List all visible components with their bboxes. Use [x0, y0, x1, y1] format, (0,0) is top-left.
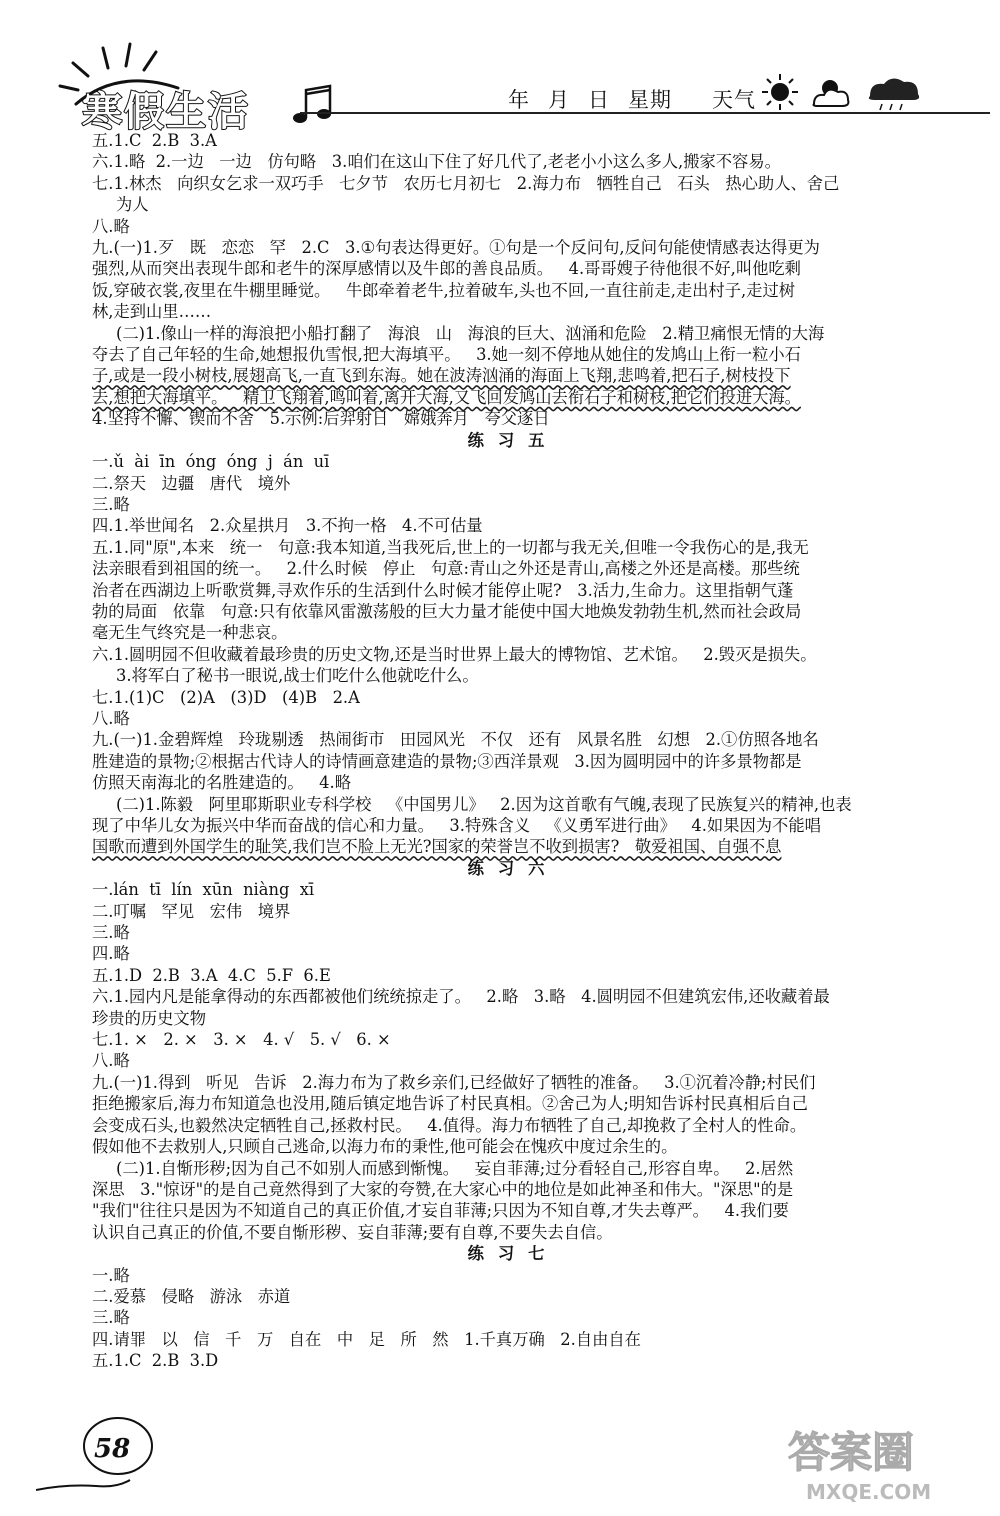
answer-line: 子,或是一段小树枝,展翅高飞,一直飞到东海。她在波涛汹涌的海面上飞翔,悲鸣着,把石子,树枝投下	[92, 366, 791, 386]
answer-line: 七.1. × 2. × 3. × 4. √ 5. √ 6. ×	[92, 1030, 391, 1050]
answer-line: 国歌而遭到外国学生的耻笑,我们岂不脸上无光?国家的荣誉岂不收到损害? 敬爱祖国、自强不息	[92, 837, 782, 857]
answer-line: 四.略	[92, 944, 130, 964]
date-year-label: 年	[508, 88, 530, 112]
answer-line: 法亲眼看到祖国的统一。 2.什么时候 停止 句意:青山之外还是青山,高楼之外还是高楼。那些统	[92, 559, 800, 579]
answer-line: 六.1.圆明园不但收藏着最珍贵的历史文物,还是当时世界上最大的博物馆、艺术馆。 2.毁灭是损失。	[92, 644, 817, 664]
answer-line: 勃的局面 依靠 句意:只有依靠风雷激荡般的巨大力量才能使中国大地焕发勃勃生机,然而社会政局	[92, 601, 802, 621]
answer-line: 七.1.林杰 向织女乞求一双巧手 七夕节 农历七月初七 2.海力布 牺牲自己 石头 热心助人、舍己	[92, 173, 840, 193]
section-heading: 练习六	[467, 858, 559, 878]
answer-line: 三.略	[92, 1308, 130, 1328]
answer-line: 治者在西湖边上听歌赏舞,寻欢作乐的生活到什么时候才能停止呢? 3.活力,生命力。这里指朝气蓬	[92, 580, 794, 600]
answer-line: 强烈,从而突出表现牛郎和老牛的深厚感情以及牛郎的善良品质。 4.哥哥嫂子待他很不好,叫他吃剩	[92, 259, 801, 279]
answer-line: (二)1.陈毅 阿里耶斯职业专科学校 《中国男儿》 2.因为这首歌有气魄,表现了民族复兴的精神,也表	[116, 794, 852, 814]
answer-line: 二.叮嘱 罕见 宏伟 境界	[92, 901, 291, 921]
header-rule	[300, 112, 990, 114]
answer-line: 胜建造的景物;②根据古代诗人的诗情画意建造的景物;③西洋景观 3.因为圆明园中的许多景物都是	[92, 751, 802, 771]
answer-line: (二)1.自惭形秽;因为自己不如别人而感到惭愧。 妄自菲薄;过分看轻自己,形容自卑。 2.居然	[116, 1158, 794, 1178]
watermark-top: 答案圈	[788, 1428, 915, 1477]
answer-line: 四.1.举世闻名 2.众星拱月 3.不拘一格 4.不可估量	[92, 516, 483, 536]
answer-line: 现了中华儿女为振兴中华而奋战的信心和力量。 3.特殊含义 《义勇军进行曲》 4.如果因为不能唱	[92, 816, 821, 835]
watermark-logo	[780, 1415, 985, 1505]
answer-line: 拒绝搬家后,海力布知道急也没用,随后镇定地告诉了村民真相。②舍己为人;明知告诉村民真相后自己	[92, 1094, 808, 1114]
answer-line: 五.1.C 2.B 3.A	[92, 131, 217, 150]
section-heading: 练习五	[467, 430, 559, 450]
section-heading: 练习七	[467, 1244, 559, 1264]
answer-line: 仿照天南海北的名胜建造的。 4.略	[92, 773, 351, 793]
rain-cloud-icon	[869, 78, 919, 110]
answer-line: 深思 3."惊讶"的是自己竟然得到了大家的夸赞,在大家心中的地位是如此神圣和伟大。"深思"的是	[92, 1179, 794, 1199]
weather-label: 天气	[712, 88, 756, 112]
answer-line: (二)1.像山一样的海浪把小船打翻了 海浪 山 海浪的巨大、汹涌和危险 2.精卫痛恨无情的大海	[116, 323, 825, 343]
answer-line: 六.1.略 2.一边 一边 仿句略 3.咱们在这山下住了好几代了,老老小小这么多人,搬家不容易。	[92, 152, 781, 172]
answer-line: 四.请罪 以 信 千 万 自在 中 足 所 然 1.千真万确 2.自由自在	[92, 1329, 641, 1349]
answer-line: 五.1.同"原",本来 统一 句意:我本知道,当我死后,世上的一切都与我无关,但唯一令我伤心的是,我无	[92, 537, 809, 557]
answer-line: 毫无生气终究是一种悲哀。	[92, 623, 288, 643]
answer-line: 4.坚持不懈、锲而不舍 5.示例:后羿射日 嫦娥奔月 夸父逐日	[92, 409, 550, 429]
answer-line: 九.(一)1.得到 听见 告诉 2.海力布为了救乡亲们,已经做好了牺牲的准备。 3.①沉着冷静;村民们	[92, 1072, 816, 1092]
winter-life-logo	[48, 28, 338, 135]
answer-line: 一.ǔ ài īn óng óng j án uī	[92, 452, 330, 472]
sun-icon	[762, 74, 798, 110]
answer-line: 二.爱慕 侵略 游泳 赤道	[92, 1286, 291, 1306]
weather-icons	[758, 70, 928, 114]
date-fields	[508, 84, 756, 114]
answer-line: 八.略	[92, 1051, 130, 1071]
answer-line: 假如他不去救别人,只顾自己逃命,以海力布的秉性,他可能会在愧疚中度过余生的。	[92, 1137, 678, 1157]
answer-line: 一.lán tī lín xūn niàng xī	[92, 880, 315, 900]
answer-line: 一.略	[92, 1265, 130, 1285]
watermark-bottom: MXQE.COM	[806, 1480, 932, 1504]
answer-line: 去,想把大海填平。 精卫飞翔着,鸣叫着,离开大海,又飞回发鸠山去衔石子和树枝,把它们投进大海。	[92, 387, 801, 407]
answer-line: 林,走到山里……	[92, 302, 212, 322]
logo-title: 寒假生活	[82, 89, 250, 135]
answer-line: 3.将军白了秘书一眼说,战士们吃什么他就吃什么。	[116, 666, 479, 686]
answer-line: 三.略	[92, 923, 130, 943]
partly-cloudy-icon	[814, 81, 849, 106]
answer-line: 认识自己真正的价值,不要自惭形秽、妄自菲薄;要有自尊,不要失去自信。	[92, 1222, 613, 1242]
answer-line: 九.(一)1.歹 既 恋恋 罕 2.C 3.①句表达得更好。①句是一个反问句,反问句能使情感表达得更为	[92, 238, 820, 258]
answer-line: 为人	[116, 195, 149, 215]
answer-line: 会变成石头,也毅然决定牺牲自己,拯救村民。 4.值得。海力布牺牲了自己,却挽救了全村人的性命。	[92, 1115, 807, 1135]
date-day-label: 日	[588, 88, 610, 112]
answer-line: 夺去了自己年轻的生命,她想报仇雪恨,把大海填平。 3.她一刻不停地从她住的发鸠山上衔一粒小石	[92, 345, 801, 365]
answer-line: 五.1.C 2.B 3.D	[92, 1351, 219, 1371]
answer-line: 八.略	[92, 708, 130, 728]
answer-line: 七.1.(1)C (2)A (3)D (4)B 2.A	[92, 687, 360, 707]
answer-line: 九.(一)1.金碧辉煌 玲珑剔透 热闹街市 田园风光 不仅 还有 风景名胜 幻想 2.①仿照各地名	[92, 730, 819, 750]
page-number-badge	[36, 1388, 166, 1498]
answer-line: 珍贵的历史文物	[92, 1008, 206, 1028]
answer-line: 六.1.园内凡是能拿得动的东西都被他们统统掠走了。 2.略 3.略 4.圆明园不但建筑宏伟,还收藏着最	[92, 987, 830, 1007]
date-month-label: 月	[548, 88, 570, 112]
answer-line: "我们"往往只是因为不知道自己的真正价值,才妄自菲薄;只因为不知自尊,才失去尊严。 4.我们要	[92, 1201, 789, 1221]
page-header	[0, 0, 1000, 135]
answer-line: 三.略	[92, 494, 130, 514]
answer-line: 饭,穿破衣裳,夜里在牛棚里睡觉。 牛郎牵着老牛,拉着破车,头也不回,一直往前走,走出村子,走过树	[92, 280, 796, 300]
answer-line: 二.祭天 边疆 唐代 境外	[92, 473, 291, 493]
answer-content	[92, 130, 934, 1372]
page-number: 58	[94, 1434, 131, 1464]
answer-line: 八.略	[92, 216, 130, 236]
date-weekday-label: 星期	[628, 88, 672, 112]
answer-line: 五.1.D 2.B 3.A 4.C 5.F 6.E	[92, 965, 331, 985]
